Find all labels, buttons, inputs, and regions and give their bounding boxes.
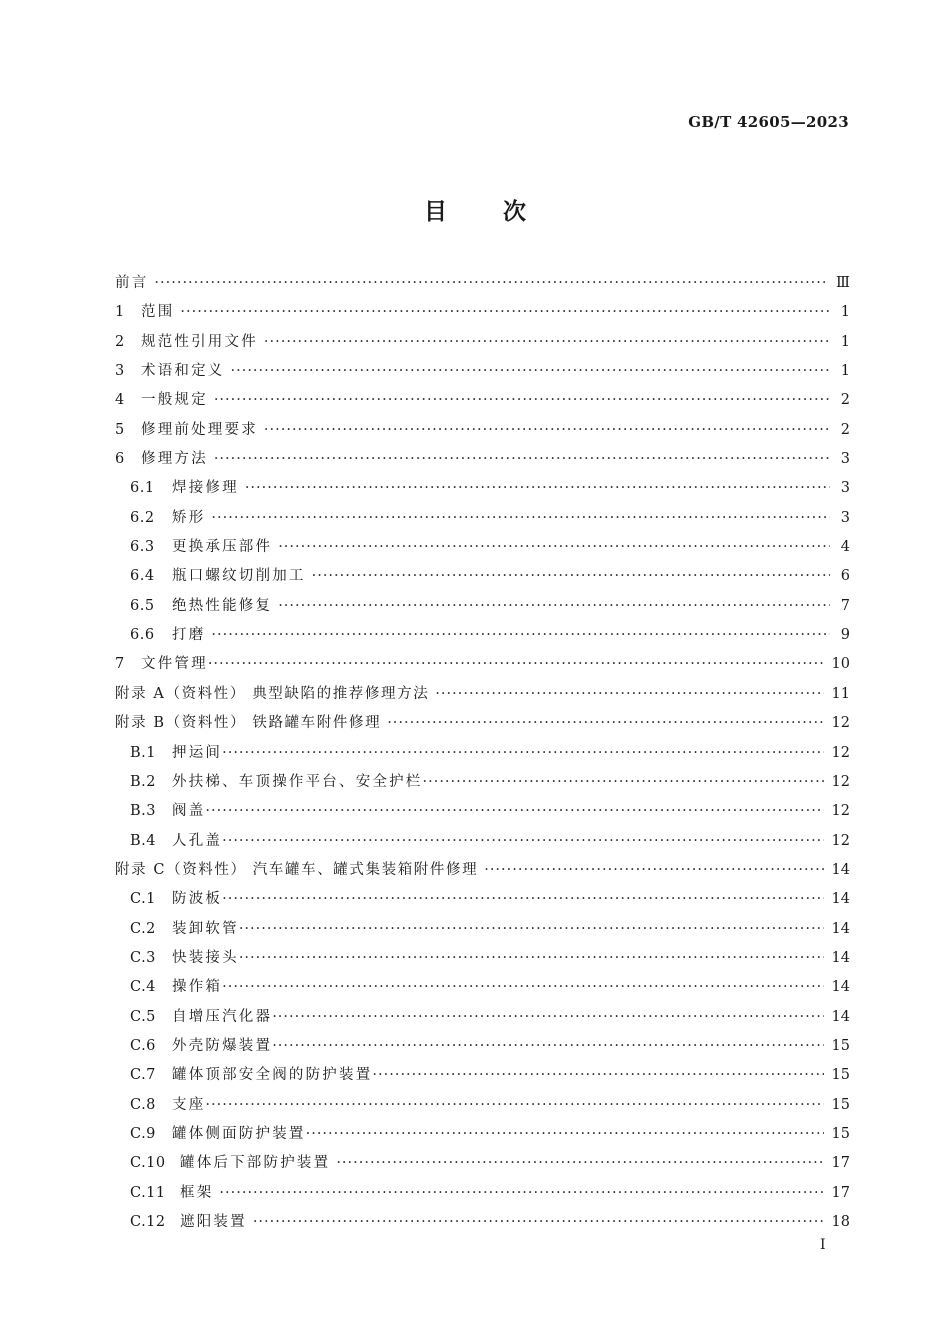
- toc-entry[interactable]: [115, 328, 850, 357]
- toc-entry[interactable]: [115, 1149, 850, 1178]
- toc-entry[interactable]: [115, 709, 850, 738]
- toc-entry-number: B.4: [130, 832, 156, 849]
- toc-entry-page: 12: [831, 832, 850, 849]
- toc-entry-page: 14: [831, 891, 850, 908]
- toc-leader-dots: [387, 709, 823, 738]
- toc-leader-dots: [222, 885, 823, 914]
- toc-entry-number: 2: [115, 333, 125, 350]
- toc-entry-number: C.4: [130, 979, 156, 996]
- toc-leader-dots: [336, 1149, 823, 1178]
- toc-entry-page: 7: [840, 597, 850, 614]
- toc-entry[interactable]: [115, 357, 850, 386]
- toc-entry-page: 18: [831, 1214, 850, 1230]
- toc-entry-label: 一般规定: [141, 392, 208, 409]
- toc-entry-number: 1: [115, 304, 125, 321]
- toc-entry-label: 防波板: [172, 891, 223, 908]
- toc-leader-dots: [239, 944, 824, 973]
- toc-entry-label: 人孔盖: [172, 832, 223, 849]
- toc-entry[interactable]: [115, 504, 850, 533]
- toc-entry-page: 12: [831, 744, 850, 761]
- toc-leader-dots: [272, 1003, 823, 1032]
- toc-leader-dots: [306, 1120, 824, 1149]
- toc-leader-dots: [239, 915, 824, 944]
- toc-entry-label: 操作箱: [172, 979, 223, 996]
- toc-entry-label: 附录 A（资料性） 典型缺陷的推荐修理方法: [115, 685, 430, 702]
- toc-entry-number: 6.5: [130, 597, 155, 614]
- toc-entry-number: 6.1: [130, 480, 155, 497]
- toc-entry-page: 2: [840, 421, 850, 438]
- toc-entry[interactable]: [115, 797, 850, 826]
- toc-entry-label: 自增压汽化器: [172, 1008, 273, 1025]
- toc-entry-number: B.2: [130, 773, 156, 790]
- toc-leader-dots: [253, 1208, 824, 1237]
- toc-entry[interactable]: [115, 915, 850, 944]
- page-title: 目次: [424, 198, 582, 225]
- toc-leader-dots: [211, 504, 830, 533]
- toc-entry-label: 外扶梯、车顶操作平台、安全护栏: [172, 773, 423, 790]
- toc-entry-label: 装卸软管: [172, 920, 239, 937]
- toc-entry-number: B.1: [130, 744, 156, 761]
- toc-entry-label: 罐体顶部安全阀的防护装置: [172, 1067, 373, 1084]
- toc-entry-number: C.2: [130, 920, 156, 937]
- page-number: Ⅰ: [820, 1237, 826, 1253]
- toc-leader-dots: [264, 328, 830, 357]
- toc-entry-number: 3: [115, 363, 125, 380]
- toc-leader-dots: [278, 592, 830, 621]
- toc-entry-number: C.11: [130, 1184, 166, 1201]
- toc-entry-page: 14: [831, 920, 850, 937]
- toc-entry[interactable]: [115, 1032, 850, 1061]
- toc-leader-dots: [154, 269, 828, 298]
- toc-entry-page: 14: [831, 861, 850, 878]
- toc-entry[interactable]: [115, 298, 850, 327]
- toc-entry[interactable]: [115, 768, 850, 797]
- toc-leader-dots: [180, 298, 830, 327]
- toc-entry-page: 3: [840, 480, 850, 497]
- toc-entry-page: 2: [840, 392, 850, 409]
- toc-entry-label: 修理前处理要求: [141, 421, 258, 438]
- toc-entry[interactable]: [115, 856, 850, 885]
- toc-entry[interactable]: [115, 533, 850, 562]
- toc-leader-dots: [205, 1091, 823, 1120]
- toc-entry-page: 17: [831, 1155, 850, 1172]
- toc-leader-dots: [231, 357, 831, 386]
- toc-entry[interactable]: [115, 1003, 850, 1032]
- toc-entry-number: 7: [115, 656, 125, 673]
- toc-entry-page: 15: [831, 1067, 850, 1084]
- toc-entry[interactable]: [115, 1061, 850, 1090]
- toc-entry[interactable]: [115, 562, 850, 591]
- toc-entry-page: 14: [831, 1008, 850, 1025]
- toc-entry[interactable]: [115, 1120, 850, 1149]
- toc-entry-page: 1: [840, 363, 850, 380]
- toc-leader-dots: [272, 1032, 823, 1061]
- toc-entry-label: 押运间: [172, 744, 223, 761]
- toc-leader-dots: [372, 1061, 823, 1090]
- toc-entry[interactable]: [115, 944, 850, 973]
- toc-entry[interactable]: [115, 269, 850, 298]
- toc-entry-number: C.1: [130, 891, 156, 908]
- toc-entry[interactable]: [115, 1179, 850, 1208]
- toc-entry-number: C.10: [130, 1155, 166, 1172]
- toc-entry-page: 10: [831, 656, 850, 673]
- toc-leader-dots: [211, 621, 830, 650]
- toc-leader-dots: [222, 739, 823, 768]
- toc-entry-page: 1: [840, 333, 850, 350]
- toc-entry-number: C.3: [130, 949, 156, 966]
- toc-entry-label: 支座: [172, 1096, 206, 1113]
- toc-entry-page: 6: [840, 568, 850, 585]
- toc-entry-label: 附录 C（资料性） 汽车罐车、罐式集装箱附件修理: [115, 861, 479, 878]
- toc-leader-dots: [219, 1179, 823, 1208]
- toc-leader-dots: [245, 474, 830, 503]
- toc-entry[interactable]: [115, 827, 850, 856]
- toc-entry-page: 12: [831, 715, 850, 732]
- toc-leader-dots: [222, 827, 823, 856]
- toc-entry-label: 罐体侧面防护装置: [172, 1125, 306, 1142]
- toc-entry-number: 6.2: [130, 509, 155, 526]
- toc-entry[interactable]: [115, 474, 850, 503]
- toc-entry-number: B.3: [130, 803, 156, 820]
- toc-entry-page: 11: [831, 685, 850, 702]
- toc-entry-page: 15: [831, 1096, 850, 1113]
- toc-entry-label: 遮阳装置: [180, 1214, 247, 1230]
- toc-entry-number: 4: [115, 392, 125, 409]
- toc-leader-dots: [435, 680, 823, 709]
- toc-entry-page: 12: [831, 803, 850, 820]
- toc-entry-label: 术语和定义: [141, 363, 225, 380]
- table-of-contents: [115, 269, 850, 1237]
- toc-entry-number: C.8: [130, 1096, 156, 1113]
- toc-entry[interactable]: [115, 885, 850, 914]
- toc-entry-page: 15: [831, 1037, 850, 1054]
- toc-entry[interactable]: [115, 973, 850, 1002]
- toc-entry-label: 阀盖: [172, 803, 206, 820]
- toc-entry-page: 4: [840, 539, 850, 556]
- toc-entry-number: C.5: [130, 1008, 156, 1025]
- toc-entry-label: 绝热性能修复: [172, 597, 273, 614]
- toc-entry-number: 6.6: [130, 627, 155, 644]
- toc-entry-page: 14: [831, 979, 850, 996]
- toc-entry-label: 外壳防爆装置: [172, 1037, 273, 1054]
- toc-entry[interactable]: [115, 739, 850, 768]
- toc-entry-page: 12: [831, 773, 850, 790]
- toc-entry-number: C.9: [130, 1125, 156, 1142]
- toc-leader-dots: [205, 797, 823, 826]
- toc-entry-page: Ⅲ: [836, 275, 850, 291]
- toc-entry[interactable]: [115, 621, 850, 650]
- toc-entry-label: 修理方法: [141, 451, 208, 468]
- toc-entry-number: 6.3: [130, 539, 155, 556]
- toc-entry-page: 9: [840, 627, 850, 644]
- toc-entry[interactable]: [115, 416, 850, 445]
- toc-leader-dots: [214, 386, 830, 415]
- toc-entry-label: 罐体后下部防护装置: [180, 1155, 331, 1172]
- toc-entry-label: 快装接头: [172, 949, 239, 966]
- toc-leader-dots: [278, 533, 830, 562]
- toc-entry-page: 14: [831, 949, 850, 966]
- toc-entry-label: 瓶口螺纹切削加工: [172, 568, 306, 585]
- toc-leader-dots: [214, 445, 830, 474]
- toc-leader-dots: [312, 562, 830, 591]
- toc-entry-page: 3: [840, 451, 850, 468]
- toc-entry-label: 规范性引用文件: [141, 333, 258, 350]
- toc-entry-label: 附录 B（资料性） 铁路罐车附件修理: [115, 715, 382, 732]
- toc-leader-dots: [423, 768, 824, 797]
- toc-entry[interactable]: [115, 445, 850, 474]
- toc-entry[interactable]: [115, 1091, 850, 1120]
- toc-entry-page: 3: [840, 509, 850, 526]
- toc-entry-number: 6: [115, 451, 125, 468]
- toc-entry-label: 更换承压部件: [172, 539, 273, 556]
- toc-entry[interactable]: [115, 650, 850, 679]
- toc-entry-number: C.6: [130, 1037, 156, 1054]
- toc-entry-page: 17: [831, 1184, 850, 1201]
- toc-entry-label: 矫形: [172, 509, 206, 526]
- toc-leader-dots: [222, 973, 823, 1002]
- toc-entry-label: 范围: [141, 304, 175, 321]
- toc-entry-number: C.7: [130, 1067, 156, 1084]
- toc-entry-page: 1: [840, 304, 850, 321]
- toc-entry[interactable]: [115, 386, 850, 415]
- toc-entry-number: C.12: [130, 1214, 166, 1230]
- toc-leader-dots: [208, 650, 824, 679]
- toc-entry-page: 15: [831, 1125, 850, 1142]
- toc-entry-label: 框架: [180, 1184, 214, 1201]
- toc-entry-number: 6.4: [130, 568, 155, 585]
- standard-code: GB/T 42605—2023: [688, 113, 849, 131]
- toc-entry-label: 打磨: [172, 627, 206, 644]
- toc-entry-label: 前言: [115, 275, 149, 291]
- toc-entry[interactable]: [115, 1208, 850, 1237]
- toc-entry-number: 5: [115, 421, 125, 438]
- toc-leader-dots: [264, 416, 830, 445]
- toc-entry-label: 文件管理: [141, 656, 208, 673]
- toc-entry[interactable]: [115, 680, 850, 709]
- toc-entry[interactable]: [115, 592, 850, 621]
- toc-leader-dots: [484, 856, 823, 885]
- toc-entry-label: 焊接修理: [172, 480, 239, 497]
